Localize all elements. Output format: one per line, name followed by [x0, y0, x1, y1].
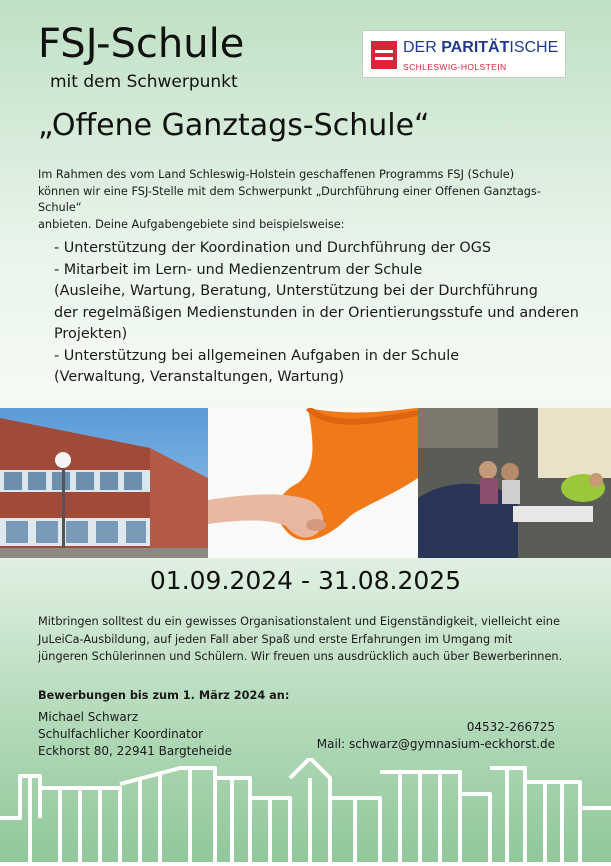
holding-hands-photo — [208, 408, 418, 558]
logo-word-regular: DER — [403, 39, 442, 56]
contact-details — [317, 719, 555, 753]
focus-title: „Offene Ganztags-Schule“ — [38, 108, 430, 143]
contact-address — [38, 709, 232, 760]
school-building-photo — [0, 408, 208, 558]
page-subtitle: mit dem Schwerpunkt — [50, 72, 238, 92]
task-line: Projekten) — [54, 326, 128, 342]
intro-line: anbieten. Deine Aufgabengebiete sind beispielsweise: — [38, 217, 345, 231]
contact-phone: 04532-266725 — [466, 720, 555, 734]
contact-mail[interactable]: Mail: schwarz@gymnasium-eckhorst.de — [316, 737, 555, 751]
media-center-photo — [418, 408, 611, 558]
intro-line: können wir eine FSJ-Stelle mit dem Schwerpunkt „Durchführung einer Offenen Ganztags-Schule“ — [38, 184, 541, 214]
requirements-line: jüngeren Schülerinnen und Schülern. Wir freuen uns ausdrücklich auch über Bewerberinnen. — [38, 650, 563, 663]
task-line: (Ausleihe, Wartung, Beratung, Unterstützung bei der Durchführung — [54, 283, 538, 299]
contact-name: Michael Schwarz — [38, 710, 138, 724]
application-deadline: Bewerbungen bis zum 1. März 2024 an: — [38, 689, 290, 702]
date-range: 01.09.2024 - 31.08.2025 — [149, 566, 462, 595]
photo-strip — [0, 408, 611, 558]
logo-region: SCHLESWIG-HOLSTEIN — [403, 62, 507, 72]
task-line: - Unterstützung der Koordination und Durchführung der OGS — [54, 240, 491, 256]
page-title: FSJ-Schule — [38, 21, 245, 67]
task-line: - Unterstützung bei allgemeinen Aufgaben in der Schule — [54, 347, 460, 364]
task-line: (Verwaltung, Veranstaltungen, Wartung) — [54, 369, 345, 385]
logo-word-end: ISCHE — [509, 39, 559, 56]
requirements-line: Mitbringen solltest du ein gewisses Organisationstalent und Eigenständigkeit, vielleicht eine — [38, 615, 560, 628]
requirements-paragraph — [38, 613, 583, 666]
requirements-line: JuLeiCa-Ausbildung, auf jeden Fall aber Spaß und erste Erfahrungen im Umgang mit — [38, 632, 513, 646]
logo-word-bold: PARITÄT — [441, 39, 510, 56]
school-skyline-outline — [0, 758, 611, 866]
logo-wordmark — [403, 39, 558, 57]
intro-paragraph — [38, 167, 578, 233]
intro-line: Im Rahmen des vom Land Schleswig-Holstein geschaffenen Programms FSJ (Schule) — [38, 168, 515, 181]
task-list — [54, 238, 579, 389]
task-line: der regelmäßigen Medienstunden in der Orientierungsstufe und anderen — [54, 304, 579, 321]
paritaetische-logo-mark-icon — [371, 41, 397, 69]
paritaetische-logo — [362, 30, 566, 78]
contact-role: Schulfachlicher Koordinator — [38, 727, 204, 741]
task-line: - Mitarbeit im Lern- und Medienzentrum der Schule — [54, 261, 423, 278]
contact-street: Eckhorst 80, 22941 Bargteheide — [38, 744, 233, 758]
